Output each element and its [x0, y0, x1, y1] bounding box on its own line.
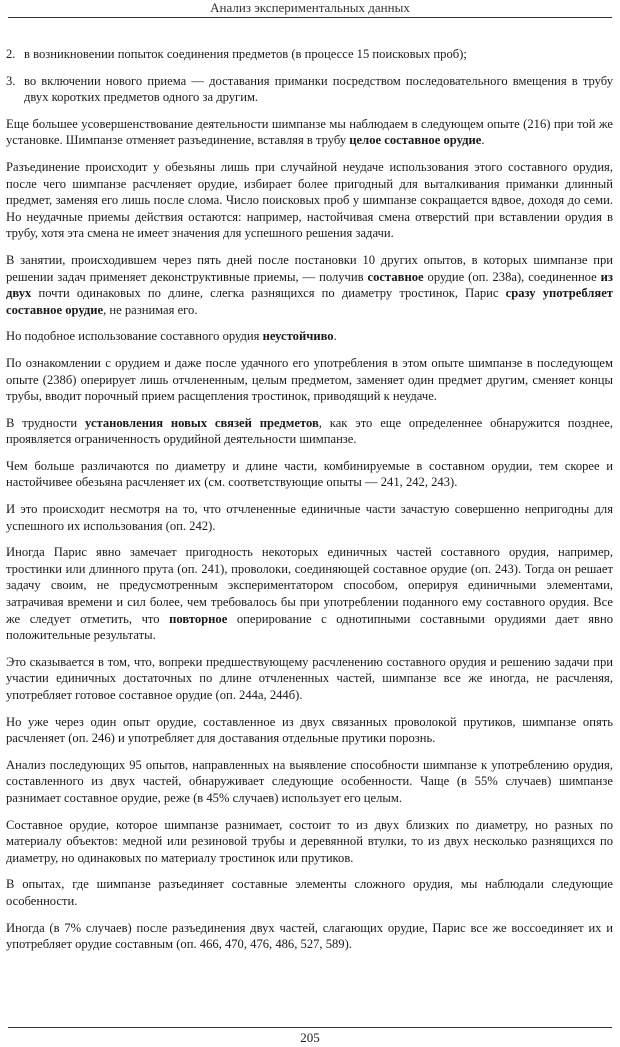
paragraph: И это происходит несмотря на то, что отчлененные единичные части зачастую совершенно непригодны для успешного их использования (оп. 242).	[6, 502, 613, 533]
list-text: во включении нового приема — доставания приманки посредством последовательного вмещения в трубу двух коротких предметов одного за другим.	[24, 73, 613, 105]
page-body	[6, 46, 613, 963]
bold-term: целое составное орудие	[349, 133, 482, 148]
page-number: 205	[8, 1027, 612, 1046]
paragraph: Это сказывается в том, что, вопреки предшествующему расчленению составного орудия и решению задачи при участии единичных достаточных по длине отчлененных частей, шимпанзе все же иногда, не расчленяя, употребляет готовое составное орудие (оп. 244а, 244б).	[6, 654, 613, 702]
paragraph: В опытах, где шимпанзе разъединяет составные элементы сложного орудия, мы наблюдали следующие особенности.	[6, 877, 613, 908]
list-text: в возникновении попыток соединения предметов (в процессе 15 поисковых проб);	[24, 47, 467, 61]
paragraph: Чем больше различаются по диаметру и длине части, комбинируемые в составном орудии, тем скорее и настойчивее обезьяна расчленяет их (см. соответствующие опыты — 241, 242, 243).	[6, 458, 613, 490]
bold-term: составное	[367, 269, 424, 284]
bold-term: установления новых связей предметов	[85, 415, 319, 430]
paragraph: Но подобное использование составного орудия неустойчиво.	[6, 329, 337, 344]
paragraph: В занятии, происходившем через пять дней после постановки 10 других опытов, в которых шимпанзе при решении задач применяет деконструктивные приемы, — получив составное орудие (оп. 238а), соединенное из двух почти одинаковых по длине, слегка разнящихся по диаметру тростинок, Парис сразу употребляет составное орудие, не разнимая его.	[6, 252, 613, 317]
list-item	[6, 46, 613, 63]
paragraph: Анализ последующих 95 опытов, направленных на выявление способности шимпанзе к употреблению орудия, составленного из двух частей, обнаруживает следующие особенности. Чаще (в 55% случаев) шимпанзе разнимает составное орудие, реже (в 45% случаев) использует его целым.	[6, 757, 613, 805]
paragraph: По ознакомлении с орудием и даже после удачного его употребления в этом опыте шимпанзе в последующем опыте (238б) оперирует лишь отчлененным, целым предметом, заменяет один предмет другим, сменяет концы трубы, вводит порочный прием расщепления тростинок, приводящий к неудаче.	[6, 355, 613, 404]
paragraph: Составное орудие, которое шимпанзе разнимает, состоит то из двух близких по диаметру, но разных по материалу объектов: медной или резиновой трубы и деревянной втулки, то из двух несколько разнящихся по диаметру, но одинаковых по материалу тростинок или прутиков.	[6, 817, 613, 865]
paragraph: В трудности установления новых связей предметов, как это еще определеннее обнаружится позднее, проявляется ограниченность орудийной деятельности шимпанзе.	[6, 415, 613, 447]
list-number: 3.	[6, 73, 16, 88]
list-number: 2.	[6, 47, 16, 61]
running-header: Анализ экспериментальных данных	[8, 0, 612, 18]
list-item	[6, 73, 613, 106]
bold-term: повторное	[169, 611, 228, 626]
bold-term: из двух	[6, 269, 613, 301]
paragraph: Иногда (в 7% случаев) после разъединения двух частей, слагающих орудие, Парис все же воссоединяет их и употребляет орудие составным (оп. 466, 470, 476, 486, 527, 589).	[6, 920, 613, 952]
paragraph: Еще большее усовершенствование деятельности шимпанзе мы наблюдаем в следующем опыте (216) при той же установке. Шимпанзе отменяет разъединение, вставляя в трубу целое составное орудие.	[6, 116, 613, 148]
bold-term: неустойчиво	[262, 329, 334, 344]
bold-term: сразу употребляет составное орудие	[6, 286, 613, 317]
paragraph: Но уже через один опыт орудие, составленное из двух связанных проволокой прутиков, шимпанзе опять расчленяет (оп. 246) и употребляет для доставания отдельные прутики порознь.	[6, 714, 613, 746]
paragraph: Иногда Парис явно замечает пригодность некоторых единичных частей составного орудия, например, тростинки или длинного прута (оп. 241), проволоки, соединяющей составное орудие (оп. 243). Тогда он решает задачу своим, не предусмотренным экспериментатором способом, оперируя единичными элементами, затрачивая времени и сил более, чем требовалось бы при употреблении поданного ему составного орудия. Все же следует отметить, что повторное оперирование с однотипными составными орудиями дает явно положительные результаты.	[6, 545, 613, 643]
paragraph: Разъединение происходит у обезьяны лишь при случайной неудаче использования этого составного орудия, после чего шимпанзе расчленяет орудие, избирает более пригодный для выталкивания приманки длинный предмет, заменяя его лишь после слома. Число поисковых проб у шимпанзе сокращается вдвое, доходя до семи. Но неудачные приемы действия остаются: например, настойчивая смена отверстий при вставлении орудия в трубу, хотя эта смена не имеет значения для успешного решения задачи.	[6, 159, 613, 241]
